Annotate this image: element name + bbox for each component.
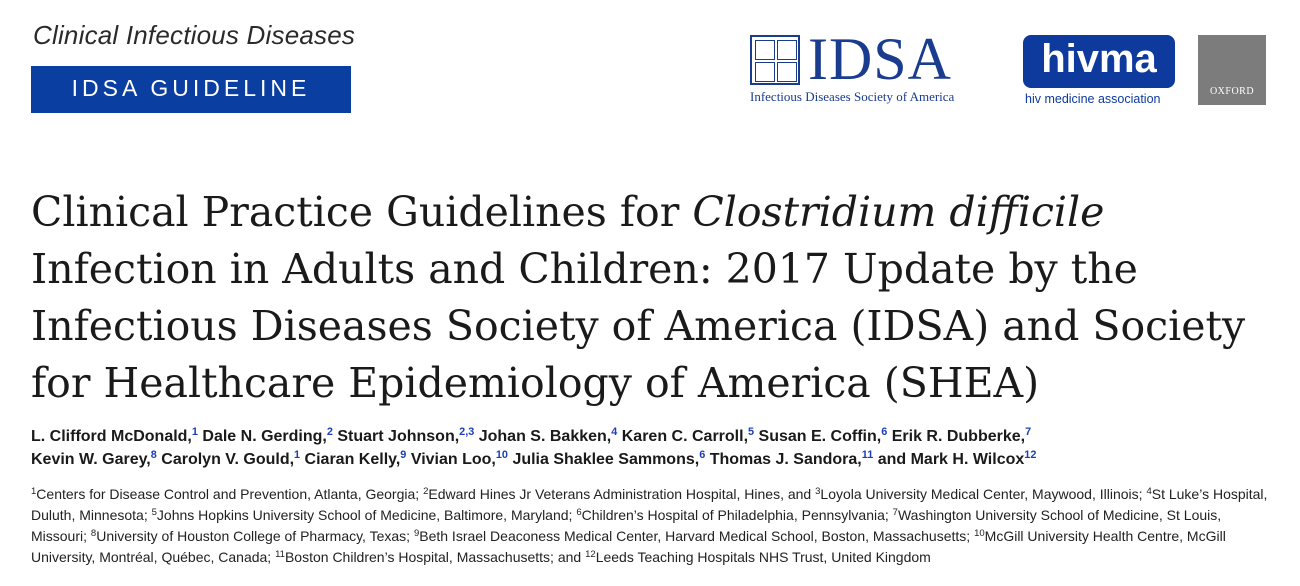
author-affiliation-ref: 10 <box>495 449 508 462</box>
author-affiliation-ref: 6 <box>881 426 888 439</box>
affiliation <box>91 528 414 544</box>
author-name: Thomas J. Sandora, <box>709 451 862 468</box>
author-name: Ciaran Kelly, <box>304 451 401 468</box>
affiliation-number: 1 <box>31 485 37 497</box>
author-name: Susan E. Coffin, <box>758 428 882 445</box>
affiliation-number: 7 <box>892 506 898 518</box>
author-affiliation-ref: 5 <box>748 426 755 439</box>
author-affiliation-ref: 7 <box>1025 426 1032 439</box>
author-affiliation-ref: 9 <box>400 449 407 462</box>
hivma-logo <box>1023 35 1183 107</box>
idsa-emblem-icon <box>750 35 800 85</box>
author-name: and Mark H. Wilcox <box>877 451 1025 468</box>
author-name: L. Clifford McDonald, <box>31 428 192 445</box>
hivma-logo-wordmark: hivma <box>1041 37 1157 81</box>
affiliation-text: Johns Hopkins University School of Medicine, Baltimore, Maryland; <box>156 507 577 523</box>
author <box>31 451 161 468</box>
article-title <box>31 184 1281 412</box>
author <box>202 428 337 445</box>
affiliation-text: Beth Israel Deaconess Medical Center, Harvard Medical School, Boston, Massachusetts; <box>419 528 975 544</box>
affiliation <box>815 486 1146 502</box>
author <box>31 428 202 445</box>
affiliation-number: 12 <box>585 548 596 560</box>
author-affiliation-ref: 11 <box>861 449 874 462</box>
author <box>622 428 759 445</box>
idsa-logo-tagline: Infectious Diseases Society of America <box>750 89 955 104</box>
hivma-logo-box <box>1023 35 1175 88</box>
author-name: Carolyn V. Gould, <box>161 451 295 468</box>
affiliation <box>275 549 585 565</box>
affiliation-text: Washington University School of Medicine, St Louis, Missouri; <box>31 507 1222 544</box>
idsa-logo-wordmark: IDSA <box>808 26 953 92</box>
author-affiliation-ref: 12 <box>1024 449 1037 462</box>
author <box>337 428 478 445</box>
affiliation <box>414 528 974 544</box>
affiliation-number: 4 <box>1146 485 1152 497</box>
affiliation <box>423 486 815 502</box>
author-name: Karen C. Carroll, <box>621 428 749 445</box>
affiliation <box>31 486 423 502</box>
author <box>759 428 892 445</box>
affiliation-text: Children’s Hospital of Philadelphia, Pennsylvania; <box>581 507 893 523</box>
author-affiliation-ref: 8 <box>150 449 157 462</box>
author-affiliation-ref: 2 <box>326 426 333 439</box>
author-affiliation-ref: 6 <box>699 449 706 462</box>
author-name: Vivian Loo, <box>410 451 496 468</box>
affiliation-number: 9 <box>413 527 420 539</box>
author <box>878 451 1037 468</box>
affiliation-text: St Luke’s Hospital, Duluth, Minnesota; <box>31 486 1268 523</box>
author-affiliation-ref: 4 <box>611 426 618 439</box>
author <box>411 451 513 468</box>
affiliation-number: 6 <box>576 506 582 518</box>
author-name: Dale N. Gerding, <box>202 428 327 445</box>
author <box>892 428 1031 445</box>
author <box>161 451 304 468</box>
guideline-badge <box>31 66 351 113</box>
affiliation-text: Boston Children’s Hospital, Massachusetts; and <box>284 549 586 565</box>
hivma-logo-tagline: hiv medicine association <box>1025 92 1161 106</box>
affiliation-text: Centers for Disease Control and Prevention, Atlanta, Georgia; <box>36 486 424 502</box>
affiliation <box>576 507 892 523</box>
author-affiliation-ref: 2,3 <box>459 426 475 439</box>
affiliation-number: 5 <box>151 506 157 518</box>
affiliations <box>31 484 1281 568</box>
affiliation-number: 3 <box>815 485 821 497</box>
title-organism: Clostridium difficile <box>692 188 1105 236</box>
title-part-1: Clinical Practice Guidelines for <box>31 188 693 236</box>
author-affiliation-ref: 1 <box>191 426 198 439</box>
affiliation-text: Leeds Teaching Hospitals NHS Trust, United Kingdom <box>595 549 931 565</box>
author-list <box>31 425 1281 471</box>
oxford-logo-wordmark: OXFORD <box>1209 86 1255 97</box>
author <box>710 451 878 468</box>
oxford-logo <box>1198 35 1266 105</box>
journal-name: Clinical Infectious Diseases <box>33 20 356 50</box>
affiliation-text: Edward Hines Jr Veterans Administration Hospital, Hines, and <box>428 486 816 502</box>
affiliation <box>585 549 931 565</box>
affiliation-number: 2 <box>423 485 429 497</box>
affiliation-number: 8 <box>90 527 97 539</box>
affiliation-number: 11 <box>275 548 285 560</box>
affiliation-text: Loyola University Medical Center, Maywood, Illinois; <box>820 486 1147 502</box>
guideline-badge-label: IDSA GUIDELINE <box>71 75 311 101</box>
author-name: Johan S. Bakken, <box>478 428 612 445</box>
author-name: Julia Shaklee Sammons, <box>512 451 700 468</box>
author <box>305 451 411 468</box>
affiliation-number: 10 <box>974 527 985 539</box>
author <box>479 428 622 445</box>
author <box>512 451 709 468</box>
author-name: Stuart Johnson, <box>337 428 460 445</box>
affiliation-text: McGill University Health Centre, McGill University, Montréal, Québec, Canada; <box>31 528 1226 565</box>
author-name: Kevin W. Garey, <box>31 451 151 468</box>
affiliation <box>152 507 577 523</box>
idsa-logo <box>750 26 1012 107</box>
affiliation-text: University of Houston College of Pharmacy, Texas; <box>96 528 414 544</box>
author-name: Erik R. Dubberke, <box>891 428 1026 445</box>
author-affiliation-ref: 1 <box>294 449 301 462</box>
title-part-2: Infection in Adults and Children: 2017 Update by the Infectious Diseases Society of America (IDSA) and Society for Healthcare Epidemiology of America (SHEA) <box>31 245 1246 407</box>
